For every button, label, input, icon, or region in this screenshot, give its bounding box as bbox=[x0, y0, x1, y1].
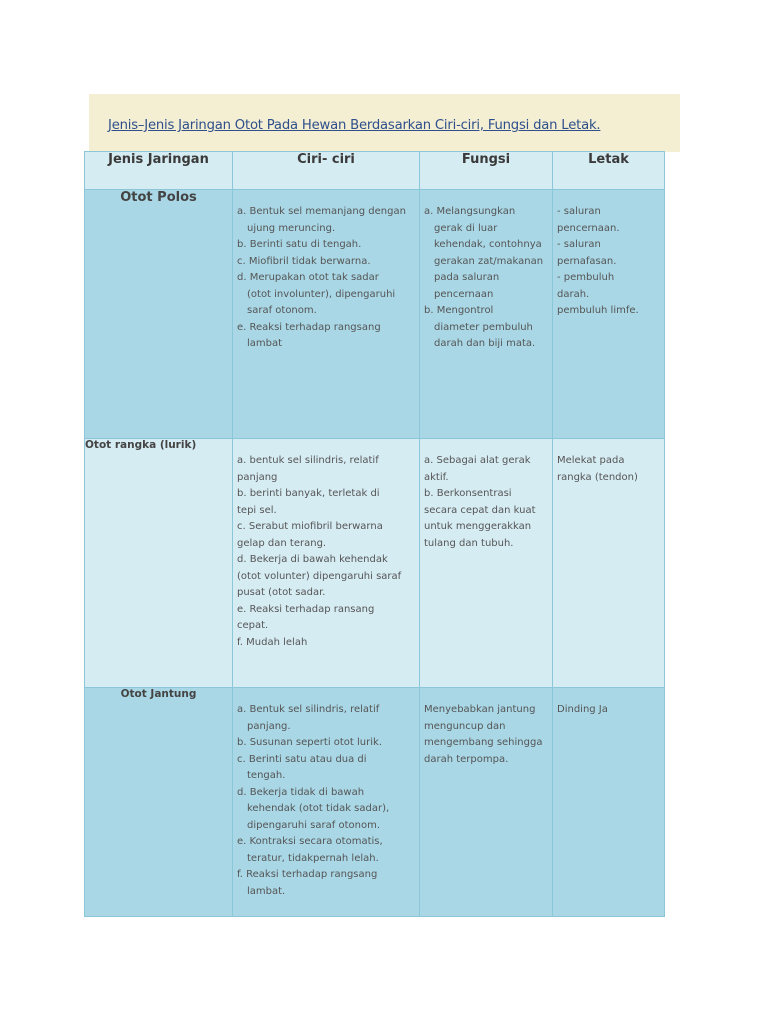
text-line: f. Mudah lelah bbox=[237, 636, 308, 648]
header-letak: Letak bbox=[553, 152, 665, 190]
text-line: darah dan biji mata. bbox=[434, 338, 536, 349]
text-line: gerakan zat/makanan bbox=[434, 255, 544, 267]
text-line: mengembang sehingga bbox=[424, 737, 543, 748]
text-line: b. berinti banyak, terletak di bbox=[237, 488, 380, 499]
text-line: d. Bekerja tidak di bawah bbox=[237, 786, 365, 798]
text-line: - saluran bbox=[557, 206, 601, 217]
table-row bbox=[85, 688, 665, 917]
text-line: c. Serabut miofibril berwarna bbox=[237, 521, 383, 532]
text-line: a. Melangsungkan bbox=[424, 206, 516, 217]
table-row bbox=[85, 439, 665, 688]
text-line: kehendak (otot tidak sadar), bbox=[247, 803, 390, 814]
text-line: - saluran bbox=[557, 239, 601, 250]
text-line: aktif. bbox=[424, 471, 449, 483]
title-banner bbox=[89, 94, 680, 152]
text-line: b. Mengontrol bbox=[424, 305, 494, 316]
text-line: a. Sebagai alat gerak bbox=[424, 455, 531, 466]
text-line: tulang dan tubuh. bbox=[424, 537, 514, 549]
table-row bbox=[85, 190, 665, 439]
text-line: lambat bbox=[247, 338, 283, 349]
text-line: tepi sel. bbox=[237, 504, 277, 516]
text-line: (otot volunter) dipengaruhi saraf bbox=[237, 570, 402, 582]
text-line: diameter pembuluh bbox=[434, 321, 533, 333]
document-title: Jenis–Jenis Jaringan Otot Pada Hewan Berdasarkan Ciri-ciri, Fungsi dan Letak. bbox=[108, 118, 601, 133]
text-line: b. Berinti satu di tengah. bbox=[237, 239, 362, 250]
text-line: b. Berkonsentrasi bbox=[424, 488, 512, 499]
fungsi-cell bbox=[420, 439, 553, 688]
text-line: gelap dan terang. bbox=[237, 537, 327, 549]
muscle-tissue-table bbox=[84, 151, 665, 917]
text-line: secara cepat dan kuat bbox=[424, 504, 536, 516]
text-line: kehendak, contohnya bbox=[434, 239, 542, 250]
text-line: saraf otonom. bbox=[247, 305, 317, 316]
text-line: d. Merupakan otot tak sadar bbox=[237, 272, 379, 283]
text-line: Menyebabkan jantung bbox=[424, 704, 536, 715]
ciri-cell bbox=[233, 688, 420, 917]
text-line: pusat (otot sadar. bbox=[237, 587, 326, 598]
letak-cell bbox=[553, 439, 665, 688]
text-line: darah. bbox=[557, 288, 590, 300]
text-line: cepat. bbox=[237, 620, 269, 631]
text-line: f. Reaksi terhadap rangsang bbox=[237, 869, 378, 880]
text-line: Dinding Ja bbox=[557, 704, 608, 715]
ciri-cell bbox=[233, 190, 420, 439]
letak-cell bbox=[553, 190, 665, 439]
table-header-row bbox=[85, 152, 665, 190]
text-line: pencernaan bbox=[434, 288, 494, 300]
text-line: pencernaan. bbox=[557, 222, 620, 234]
text-line: e. Reaksi terhadap ransang bbox=[237, 603, 375, 615]
ciri-cell bbox=[233, 439, 420, 688]
fungsi-cell bbox=[420, 190, 553, 439]
text-line: gerak di luar bbox=[434, 222, 498, 234]
text-line: (otot involunter), dipengaruhi bbox=[247, 288, 396, 300]
text-line: menguncup dan bbox=[424, 720, 506, 732]
tissue-name: Otot Jantung bbox=[85, 688, 233, 917]
text-line: rangka (tendon) bbox=[557, 471, 638, 483]
text-line: - pembuluh bbox=[557, 272, 615, 283]
text-line: teratur, tidakpernah lelah. bbox=[247, 852, 379, 864]
tissue-name: Otot rangka (lurik) bbox=[85, 439, 233, 688]
fungsi-cell bbox=[420, 688, 553, 917]
text-line: Melekat pada bbox=[557, 455, 625, 466]
text-line: panjang bbox=[237, 471, 278, 483]
text-line: ujung meruncing. bbox=[247, 222, 336, 234]
text-line: panjang. bbox=[247, 720, 291, 732]
header-ciri-ciri: Ciri- ciri bbox=[233, 152, 420, 190]
text-line: pada saluran bbox=[434, 272, 500, 283]
text-line: a. Bentuk sel memanjang dengan bbox=[237, 206, 406, 217]
tissue-name: Otot Polos bbox=[85, 190, 233, 439]
text-line: tengah. bbox=[247, 770, 286, 781]
text-line: untuk menggerakkan bbox=[424, 521, 532, 532]
text-line: e. Kontraksi secara otomatis, bbox=[237, 836, 383, 847]
text-line: darah terpompa. bbox=[424, 753, 509, 765]
letak-cell bbox=[553, 688, 665, 917]
header-jenis-jaringan: Jenis Jaringan bbox=[85, 152, 233, 190]
text-line: c. Berinti satu atau dua di bbox=[237, 753, 367, 765]
text-line: a. bentuk sel silindris, relatif bbox=[237, 455, 379, 466]
header-fungsi: Fungsi bbox=[420, 152, 553, 190]
text-line: a. Bentuk sel silindris, relatif bbox=[237, 704, 380, 715]
text-line: d. Bekerja di bawah kehendak bbox=[237, 554, 388, 565]
text-line: lambat. bbox=[247, 885, 286, 897]
text-line: pernafasan. bbox=[557, 255, 617, 267]
text-line: dipengaruhi saraf otonom. bbox=[247, 819, 380, 831]
text-line: pembuluh limfe. bbox=[557, 305, 639, 316]
text-line: b. Susunan seperti otot lurik. bbox=[237, 737, 383, 748]
text-line: c. Miofibril tidak berwarna. bbox=[237, 255, 371, 267]
text-line: e. Reaksi terhadap rangsang bbox=[237, 321, 381, 333]
